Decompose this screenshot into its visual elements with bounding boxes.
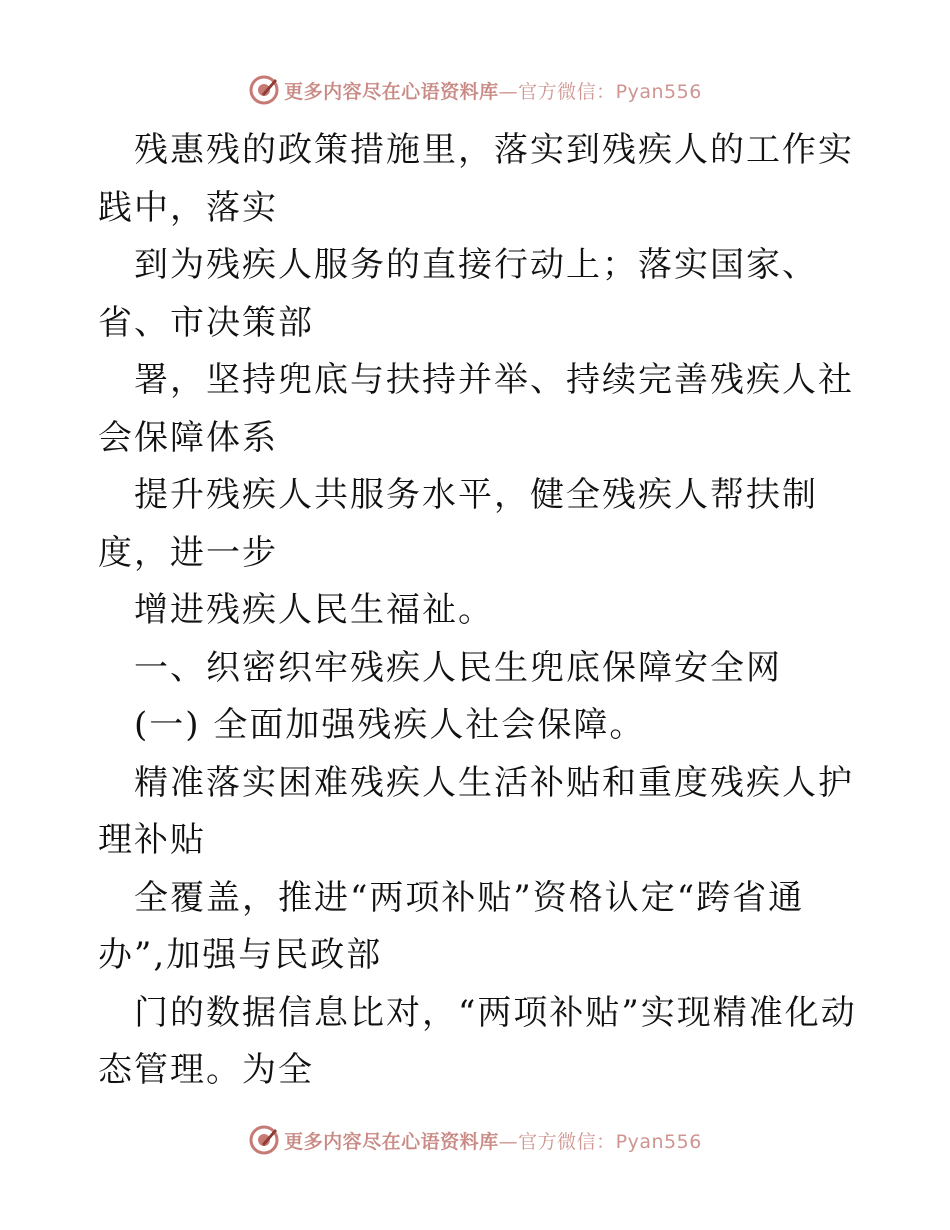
header-banner-text: 更多内容尽在心语资料库—官方微信：Pyan556 <box>284 80 702 103</box>
pen-logo-icon <box>248 1124 280 1156</box>
subsection-heading: (一) 全面加强残疾人社会保障。 <box>134 705 646 745</box>
footer-wechat-id: —官方微信：Pyan556 <box>498 1130 702 1153</box>
paragraph-line: 署，坚持兜底与扶持并举、持续完善残疾人社会保障体系 <box>98 360 854 458</box>
footer-banner-text: 更多内容尽在心语资料库—官方微信：Pyan556 <box>284 1130 702 1153</box>
header-wechat-id: —官方微信：Pyan556 <box>498 80 702 103</box>
paragraph-line: 门的数据信息比对，“两项补贴”实现精准化动态管理。为全 <box>98 992 857 1090</box>
pen-logo-icon <box>248 74 280 106</box>
paragraph-line: 提升残疾人共服务水平，健全残疾人帮扶制度，进一步 <box>98 475 818 573</box>
paragraph-line: 全覆盖，推进“两项补贴”资格认定“跨省通办”,加强与民政部 <box>98 877 805 975</box>
footer-banner <box>0 1120 950 1160</box>
paragraph-line: 精准落实困难残疾人生活补贴和重度残疾人护理补贴 <box>98 762 854 860</box>
header-banner <box>0 70 950 110</box>
section-heading: 一、织密织牢残疾人民生兜底保障安全网 <box>134 647 782 688</box>
paragraph-line: 残惠残的政策措施里，落实到残疾人的工作实践中，落实 <box>98 130 854 228</box>
paragraph-line: 到为残疾人服务的直接行动上；落实国家、省、市决策部 <box>98 245 818 343</box>
paragraph-line: 增进残疾人民生福祉。 <box>134 590 494 630</box>
document-body <box>98 122 858 1100</box>
